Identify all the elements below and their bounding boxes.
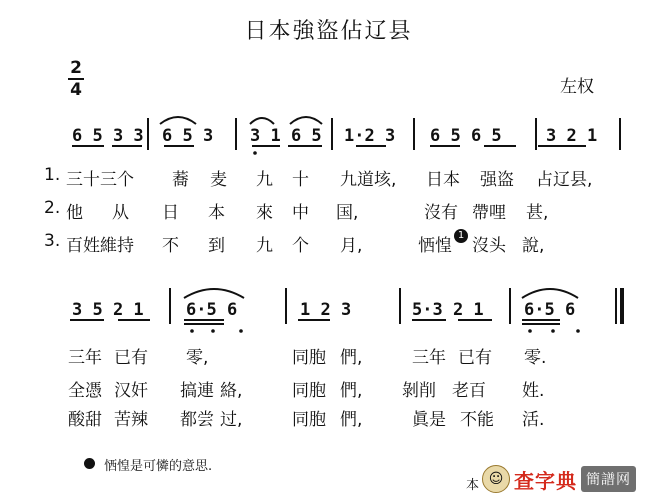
logo-text: 查字典 (514, 468, 577, 493)
time-signature-top: 2 (70, 58, 82, 78)
measure-5-notes: 6 5 6 5 (430, 126, 502, 146)
verse-number: 2. (44, 198, 61, 218)
measure-1-notes: 6 5 3 3 (72, 126, 144, 146)
page-mark: 本 (466, 478, 480, 493)
measure-6-notes: 3 2 1 (546, 126, 598, 146)
measure-4-notes: 1·2 3 (344, 126, 396, 146)
footnote-text: 恓惶是可憐的意思. (104, 459, 213, 474)
measure-7-notes: 3 5 2 1 (72, 300, 144, 320)
footnote-marker: 1 (454, 229, 468, 243)
time-signature-bottom: 4 (70, 80, 82, 100)
octave-dot (239, 329, 243, 333)
octave-dot (551, 329, 555, 333)
song-title: 日本強盜佔辽县 (244, 19, 413, 44)
slur (522, 289, 578, 298)
slur (250, 118, 274, 124)
octave-dot (528, 329, 532, 333)
slur (160, 117, 196, 124)
verse-1-line-2: 三年 已有 零, 同胞 們, 三年 已有 零. (68, 348, 547, 368)
verse-3-line-2: 酸甜 苦辣 都尝 过, 同胞 們, 眞是 不能 活. (68, 410, 545, 430)
verse-number: 3. (44, 231, 61, 251)
measure-11-notes: 6·5 6 (524, 300, 576, 320)
logo-badge: 簡譜网 (581, 466, 636, 492)
slur (290, 117, 322, 124)
slur (184, 289, 244, 298)
verse-number: 1. (44, 165, 61, 185)
verse-2-line-1: 2. 他 从 日 本 來 中 国, 沒有 帶哩 甚, (44, 198, 549, 223)
measure-10-notes: 5·3 2 1 (412, 300, 484, 320)
site-logo[interactable] (482, 464, 636, 494)
measure-3-notes: 3 1 6 5 (250, 126, 322, 146)
verse-3-line-1: 3. 百姓維持 不 到 九 个 月, 恓惶 1 沒头 說, (44, 230, 545, 256)
mascot-icon: ☺ (482, 465, 510, 493)
octave-dot (253, 151, 257, 155)
octave-dot (576, 329, 580, 333)
verse-1-line-1: 1. 三十三个 蕎 麦 九 十 九道垓, 日本 强盗 占辽县, (44, 165, 593, 190)
footnote-bullet-icon (84, 458, 95, 469)
octave-dot (190, 329, 194, 333)
measure-9-notes: 1 2 3 (300, 300, 352, 320)
composer-name: 左权 (560, 77, 594, 97)
verse-2-line-2: 全憑 汉奸 搞連 絡, 同胞 們, 剝削 老百 姓. (68, 381, 545, 401)
measure-8-notes: 6·5 6 (186, 300, 238, 320)
octave-dot (211, 329, 215, 333)
measure-2-notes: 6 5 3 (162, 126, 214, 146)
